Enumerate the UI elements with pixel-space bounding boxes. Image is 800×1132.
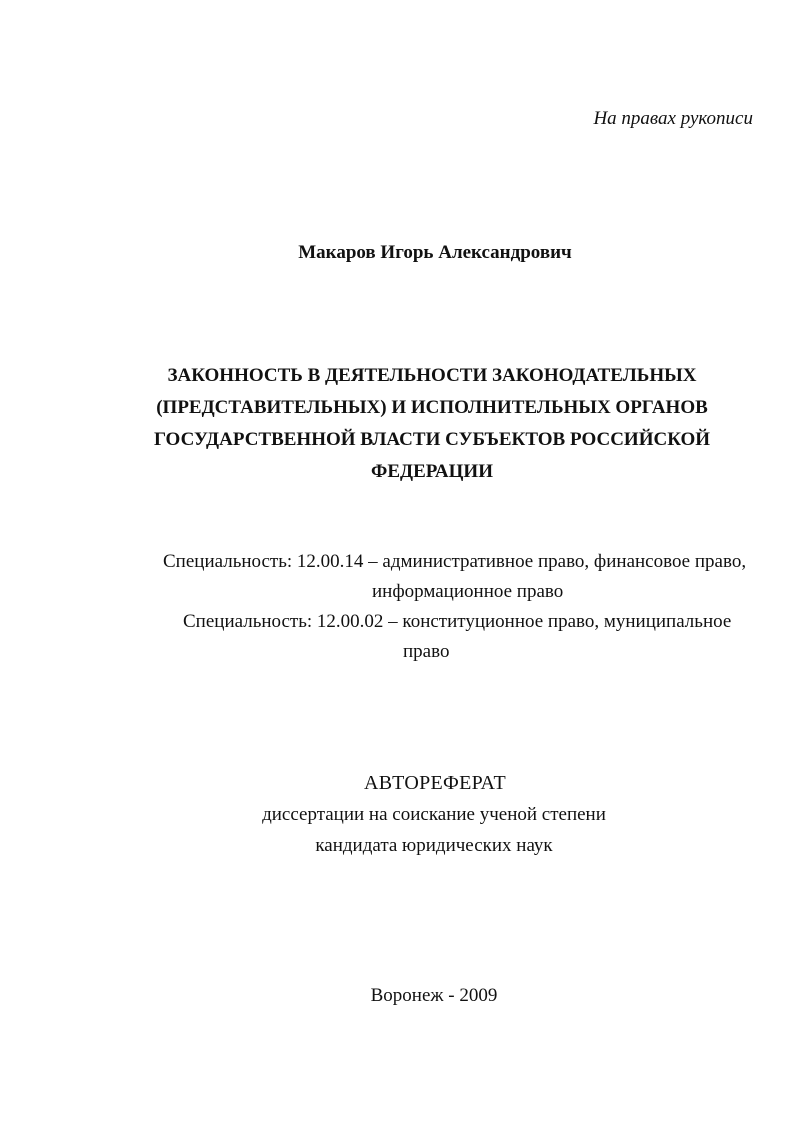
title-line: ФЕДЕРАЦИИ bbox=[371, 461, 493, 482]
specialty-2-line-2: право bbox=[403, 641, 450, 662]
specialty-1-line-2: информационное право bbox=[372, 581, 564, 602]
manuscript-rights-note: На правах рукописи bbox=[593, 108, 753, 129]
specialty-2-line-1: Специальность: 12.00.02 – конституционное право, муниципальное bbox=[183, 611, 732, 632]
title-line: ЗАКОННОСТЬ В ДЕЯТЕЛЬНОСТИ ЗАКОНОДАТЕЛЬНЫХ bbox=[167, 365, 697, 386]
specialty-1-line-1: Специальность: 12.00.14 – административное право, финансовое право, bbox=[163, 551, 747, 572]
degree-line-1: диссертации на соискание ученой степени bbox=[262, 804, 606, 825]
dissertation-title bbox=[0, 360, 800, 488]
city-year: Воронеж - 2009 bbox=[370, 985, 498, 1006]
author-name: Макаров Игорь Александрович bbox=[298, 242, 572, 263]
title-line: (ПРЕДСТАВИТЕЛЬНЫХ) И ИСПОЛНИТЕЛЬНЫХ ОРГАНОВ bbox=[156, 397, 708, 418]
work-type-heading: АВТОРЕФЕРАТ bbox=[363, 772, 507, 794]
degree-line-2: кандидата юридических наук bbox=[315, 835, 553, 856]
title-line: ГОСУДАРСТВЕННОЙ ВЛАСТИ СУБЪЕКТОВ РОССИЙСКОЙ bbox=[153, 429, 711, 450]
